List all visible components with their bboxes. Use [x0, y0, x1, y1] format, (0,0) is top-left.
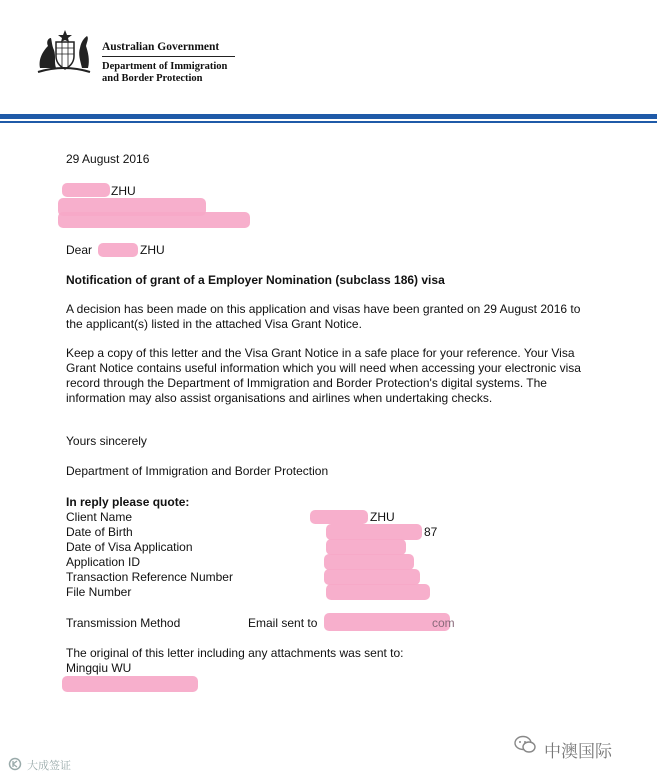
paragraph-keep-copy: Keep a copy of this letter and the Visa Grant Notice in a safe place for your reference. Your Visa Grant Notice contains useful information which you will need when accessing your electronic visa record through the Department of Immigration and Border Protection's digital systems. The information may also assist organisations and airlines when undertaking checks.: [66, 346, 581, 405]
original-recipient-name: Mingqiu WU: [66, 661, 132, 675]
field-label-date-of-birth: Date of Birth: [66, 525, 133, 539]
redaction-recipient-first-name: [62, 183, 110, 197]
redaction-recipient-address-2: [58, 212, 250, 228]
wechat-icon: [514, 735, 536, 755]
field-label-file-number: File Number: [66, 585, 132, 599]
field-label-transaction-ref: Transaction Reference Number: [66, 570, 233, 584]
redaction-transaction-ref: [324, 569, 420, 585]
closing: Yours sincerely: [66, 434, 147, 448]
redaction-file-number: [326, 584, 430, 600]
recipient-name: ZHU: [111, 184, 136, 198]
redaction-date-of-birth: [326, 524, 422, 540]
field-label-client-name: Client Name: [66, 510, 133, 524]
header-bar-thin: [0, 121, 657, 123]
letterhead: [0, 0, 657, 120]
watermark-logo-icon: [8, 757, 24, 771]
letter-date: 29 August 2016: [66, 152, 150, 166]
header-bar: [0, 114, 657, 119]
reply-heading: In reply please quote:: [66, 495, 190, 509]
redaction-client-name: [310, 510, 368, 524]
redaction-salutation-name: [98, 243, 138, 257]
salutation-name: ZHU: [140, 243, 165, 257]
transmission-value: Email sent to: [248, 616, 318, 630]
coat-of-arms-icon: [34, 28, 94, 76]
transmission-tail: com: [432, 616, 455, 630]
field-label-date-of-application: Date of Visa Application: [66, 540, 193, 554]
field-label-application-id: Application ID: [66, 555, 141, 569]
department-name-line1: Department of Immigration: [102, 61, 228, 72]
field-value-date-of-birth: 87: [424, 525, 438, 539]
salutation: Dear: [66, 243, 93, 257]
watermark-left: 大成签证: [27, 759, 71, 772]
transmission-label: Transmission Method: [66, 616, 181, 630]
redaction-date-of-application: [326, 539, 406, 555]
government-name: Australian Government: [102, 41, 220, 53]
redaction-original-email: [62, 676, 198, 692]
letter-subject: Notification of grant of a Employer Nomination (subclass 186) visa: [66, 273, 445, 287]
paragraph-decision: A decision has been made on this application and visas have been granted on 29 August 2016 to the applicant(s) listed in the attached Visa Grant Notice.: [66, 302, 581, 331]
department-name-line2: and Border Protection: [102, 73, 203, 84]
header-rule: [102, 56, 235, 57]
watermark-right: 中澳国际: [544, 742, 612, 762]
signatory: Department of Immigration and Border Protection: [66, 464, 329, 478]
original-sent-text: The original of this letter including any attachments was sent to:: [66, 646, 404, 660]
field-value-client-name: ZHU: [370, 510, 395, 524]
redaction-application-id: [324, 554, 414, 570]
